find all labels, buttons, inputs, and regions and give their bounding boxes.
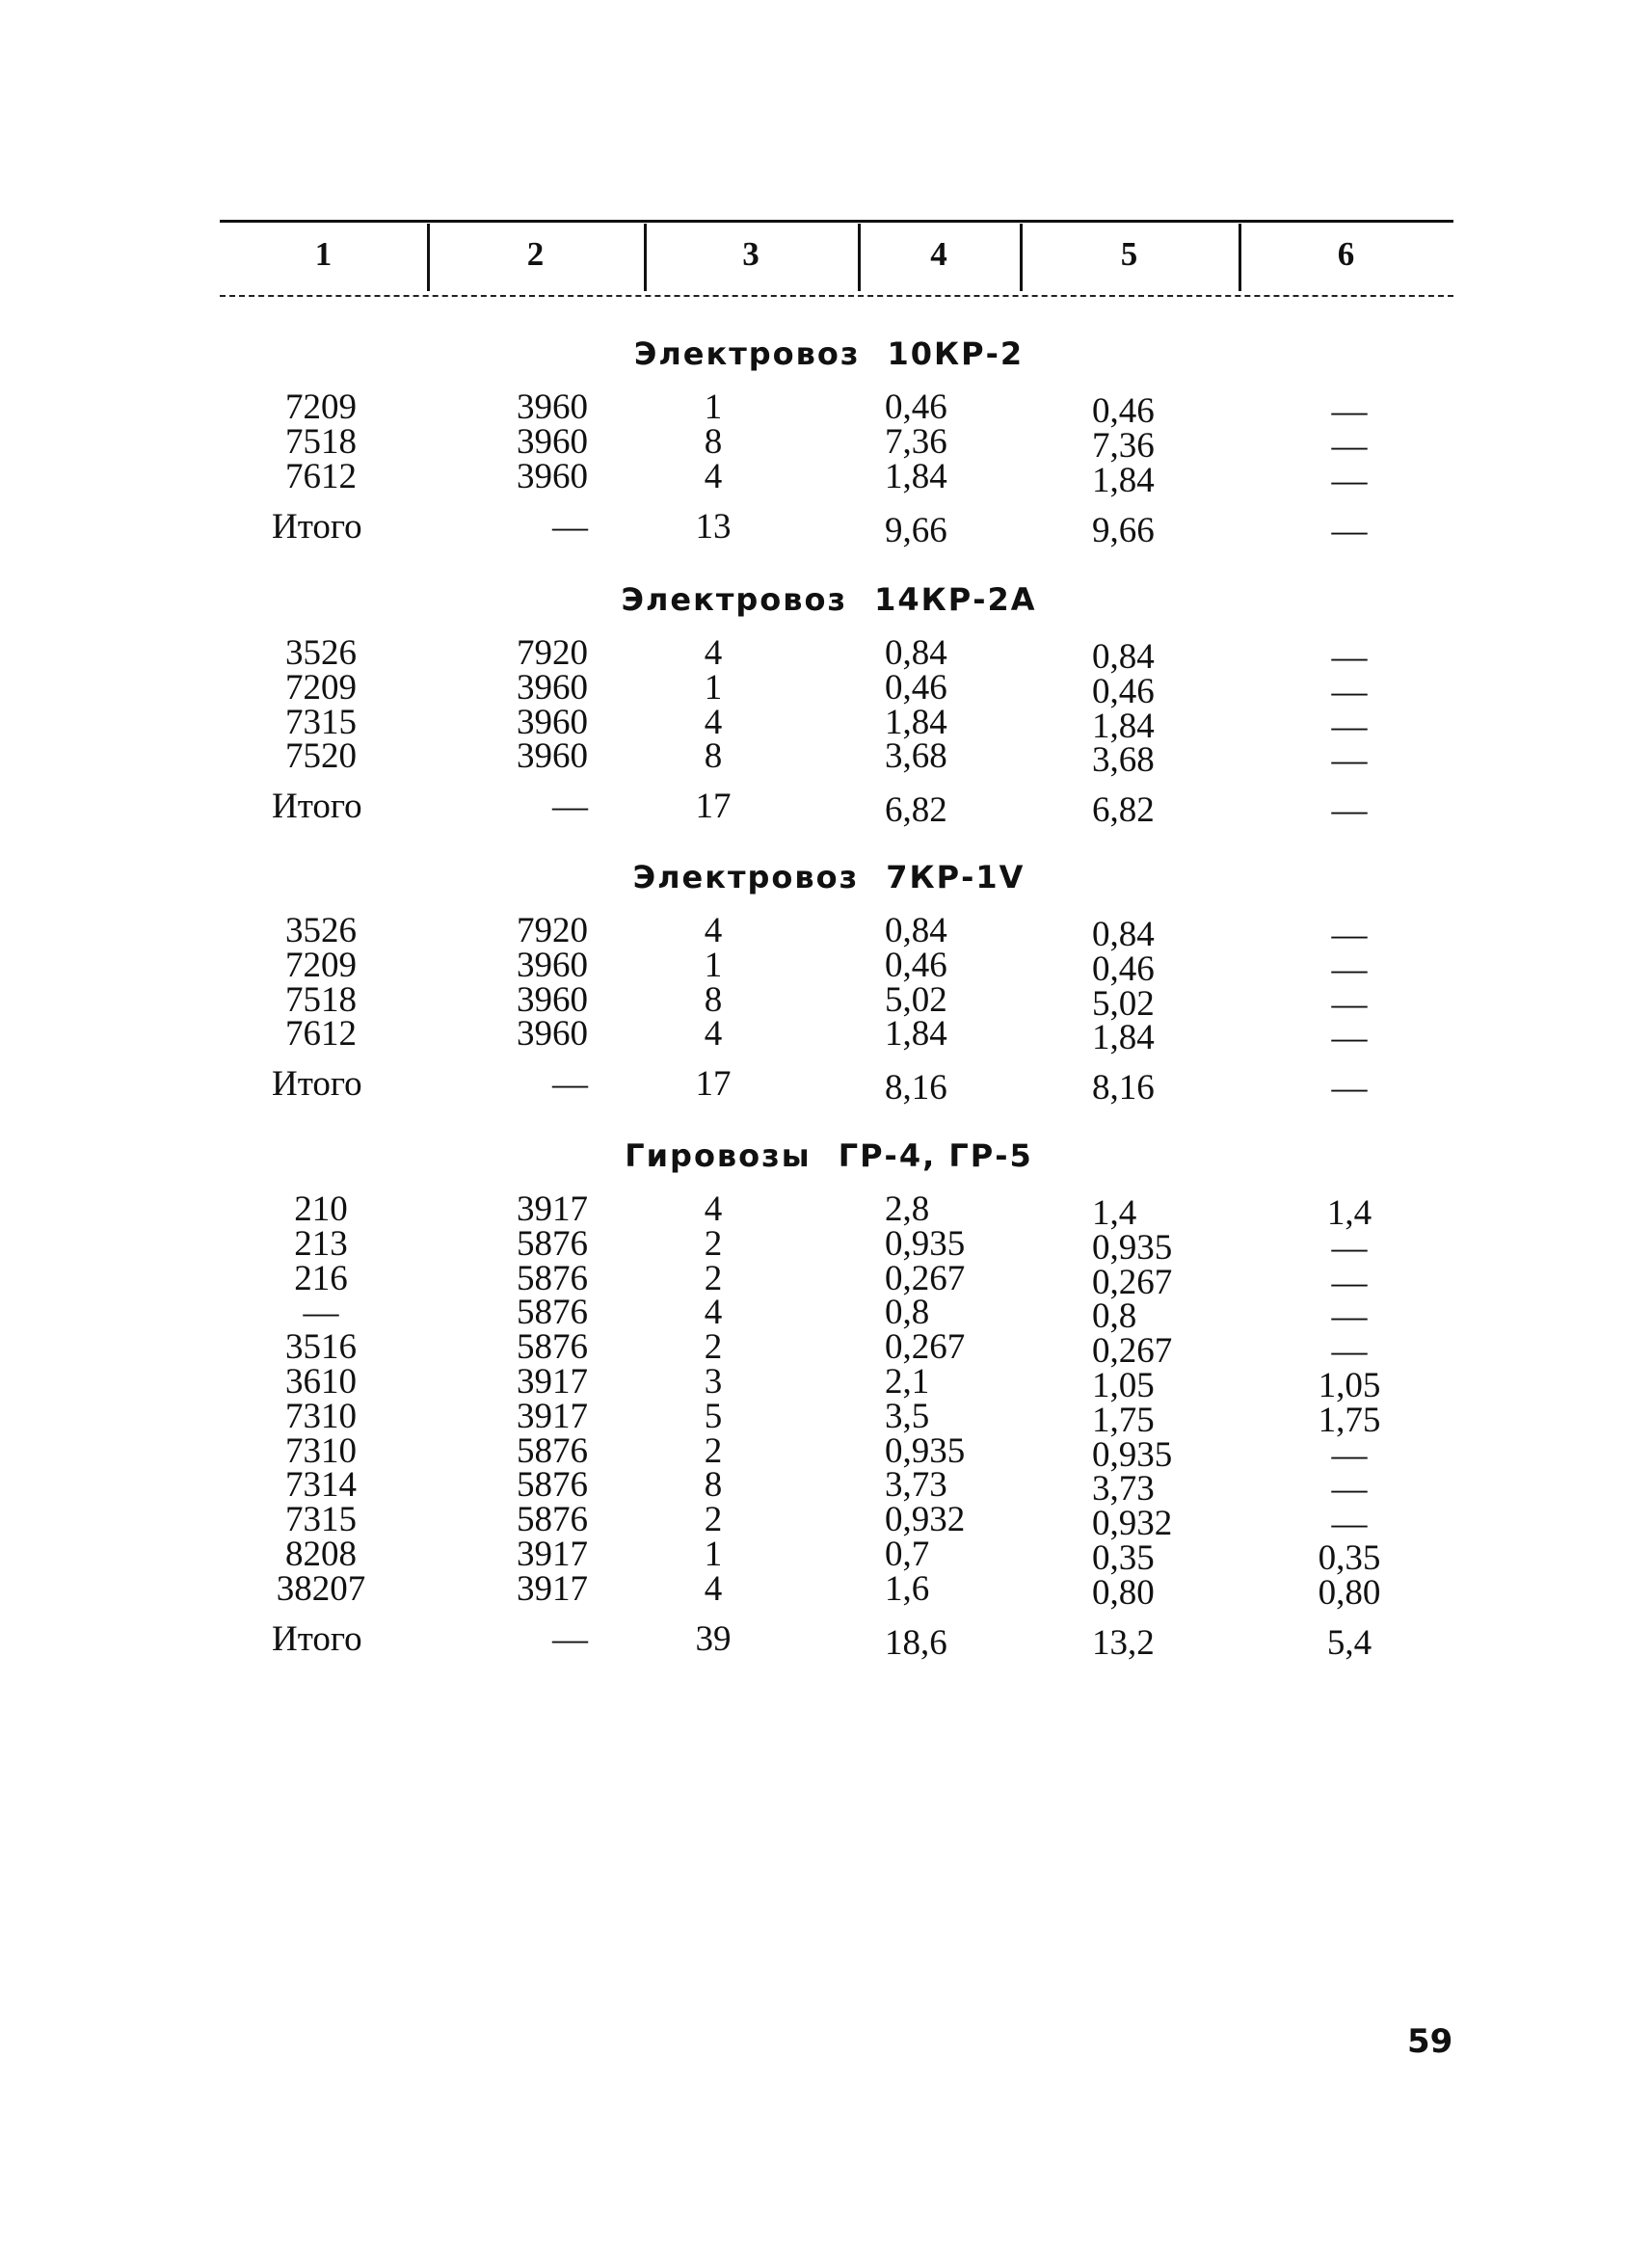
table-cell: 1,84 bbox=[885, 457, 947, 496]
section-title-model: ГР-4, ГР-5 bbox=[838, 1137, 1033, 1174]
table-cell: 8 bbox=[704, 736, 723, 776]
table-cell: 7310 bbox=[285, 1431, 357, 1471]
table-cell: 8 bbox=[704, 980, 723, 1020]
table-cell: 2 bbox=[704, 1327, 723, 1367]
table-cell: 7920 bbox=[517, 911, 588, 950]
table-cell: 1,84 bbox=[1092, 707, 1155, 746]
table-cell: 0,84 bbox=[885, 633, 947, 673]
header-col-3: 3 bbox=[742, 235, 759, 273]
table-cell: 2,1 bbox=[885, 1362, 930, 1402]
table-cell: 4 bbox=[704, 703, 723, 742]
table-cell: 3960 bbox=[517, 422, 588, 462]
table-cell: 8 bbox=[704, 422, 723, 462]
table-cell: 5876 bbox=[517, 1431, 588, 1471]
table-cell: 7518 bbox=[285, 422, 357, 462]
table-cell: — bbox=[1331, 984, 1368, 1024]
table-cell: 3960 bbox=[517, 668, 588, 708]
table-cell: 3610 bbox=[285, 1362, 357, 1402]
table-cell: — bbox=[1331, 1435, 1368, 1475]
table-cell: — bbox=[1331, 1296, 1368, 1336]
section-title bbox=[482, 581, 1176, 618]
table-cell: 1 bbox=[704, 668, 723, 708]
total-cell: — bbox=[1331, 511, 1368, 550]
table-cell: 3,68 bbox=[1092, 740, 1155, 780]
table-cell: 1 bbox=[704, 1535, 723, 1574]
total-cell: — bbox=[552, 1619, 588, 1659]
table-cell: — bbox=[1331, 461, 1368, 500]
table-cell: 3,5 bbox=[885, 1397, 930, 1436]
table-cell: 0,80 bbox=[1092, 1573, 1155, 1613]
header-col-6: 6 bbox=[1337, 235, 1355, 273]
table-cell: — bbox=[1331, 915, 1368, 954]
table-cell: 7920 bbox=[517, 633, 588, 673]
table-cell: 0,932 bbox=[885, 1500, 966, 1539]
table-cell: 4 bbox=[704, 911, 723, 950]
table-cell: 1,05 bbox=[1092, 1366, 1155, 1405]
total-cell: 9,66 bbox=[885, 511, 947, 550]
table-cell: 7612 bbox=[285, 1014, 357, 1054]
table-cell: — bbox=[1331, 1504, 1368, 1543]
total-cell: — bbox=[1331, 1068, 1368, 1108]
section-title-model: 7КР-1V bbox=[886, 859, 1026, 895]
table-cell: 3,73 bbox=[885, 1465, 947, 1505]
header-bottom-rule bbox=[220, 295, 1453, 297]
table-cell: — bbox=[1331, 391, 1368, 431]
table-cell: — bbox=[1331, 707, 1368, 746]
table-cell: 7314 bbox=[285, 1465, 357, 1505]
header-col-4: 4 bbox=[930, 235, 947, 273]
table-cell: 3960 bbox=[517, 1014, 588, 1054]
section-title-kind: Электровоз bbox=[633, 335, 861, 372]
table-cell: 7,36 bbox=[1092, 426, 1155, 466]
table-cell: 0,935 bbox=[885, 1431, 966, 1471]
table-cell: 0,7 bbox=[885, 1535, 930, 1574]
table-cell: 210 bbox=[294, 1189, 348, 1229]
total-label: Итого bbox=[272, 1064, 362, 1104]
total-cell: 39 bbox=[695, 1619, 732, 1659]
section-title-model: 14КР-2А bbox=[874, 581, 1037, 618]
table-cell: 7612 bbox=[285, 457, 357, 496]
table-cell: 0,84 bbox=[1092, 637, 1155, 677]
table-cell: — bbox=[1331, 740, 1368, 780]
table-cell: 1,4 bbox=[1326, 1193, 1372, 1233]
table-cell: 3917 bbox=[517, 1189, 588, 1229]
table-cell: 4 bbox=[704, 1189, 723, 1229]
table-cell: 7520 bbox=[285, 736, 357, 776]
section-title bbox=[482, 859, 1176, 895]
table-cell: 7209 bbox=[285, 387, 357, 427]
table-cell: 0,935 bbox=[1092, 1228, 1173, 1268]
table-cell: 3917 bbox=[517, 1569, 588, 1609]
table-cell: 2 bbox=[704, 1224, 723, 1264]
table-cell: — bbox=[1331, 1469, 1368, 1509]
table-cell: — bbox=[1331, 672, 1368, 711]
table-cell: 5876 bbox=[517, 1500, 588, 1539]
total-label: Итого bbox=[272, 507, 362, 547]
table-cell: 0,46 bbox=[1092, 949, 1155, 989]
table-cell: 3960 bbox=[517, 457, 588, 496]
table-cell: 3960 bbox=[517, 736, 588, 776]
table-cell: 3 bbox=[704, 1362, 723, 1402]
table-cell: — bbox=[1331, 1018, 1368, 1057]
table-cell: 1,84 bbox=[885, 1014, 947, 1054]
table-cell: 3960 bbox=[517, 703, 588, 742]
table-cell: 5876 bbox=[517, 1293, 588, 1332]
total-cell: 17 bbox=[695, 1064, 732, 1104]
total-cell: 5,4 bbox=[1326, 1623, 1372, 1663]
table-cell: 4 bbox=[704, 1014, 723, 1054]
table-cell: 0,84 bbox=[1092, 915, 1155, 954]
section-title-kind: Электровоз bbox=[632, 859, 860, 895]
section-title-kind: Гировозы bbox=[625, 1137, 812, 1174]
total-cell: 13 bbox=[695, 507, 732, 547]
table-cell: — bbox=[1331, 426, 1368, 466]
table-cell: 1,6 bbox=[885, 1569, 930, 1609]
table-cell: 7,36 bbox=[885, 422, 947, 462]
total-cell: 8,16 bbox=[885, 1068, 947, 1108]
table-cell: 3,73 bbox=[1092, 1469, 1155, 1509]
total-cell: — bbox=[552, 787, 588, 826]
table-cell: 5,02 bbox=[1092, 984, 1155, 1024]
total-cell: — bbox=[552, 507, 588, 547]
table-cell: 2 bbox=[704, 1431, 723, 1471]
header-col-2: 2 bbox=[526, 235, 545, 273]
header-col-1: 1 bbox=[314, 235, 333, 273]
table-cell: 1 bbox=[704, 946, 723, 985]
table-cell: 3917 bbox=[517, 1535, 588, 1574]
total-label: Итого bbox=[272, 787, 362, 826]
total-label: Итого bbox=[272, 1619, 362, 1659]
table-cell: 4 bbox=[704, 1569, 723, 1609]
table-cell: 3917 bbox=[517, 1362, 588, 1402]
table-cell: 7315 bbox=[285, 1500, 357, 1539]
table-cell: 7315 bbox=[285, 703, 357, 742]
table-cell: 5,02 bbox=[885, 980, 947, 1020]
header-top-rule bbox=[220, 220, 1453, 223]
table-cell: 3960 bbox=[517, 980, 588, 1020]
table-cell: 0,267 bbox=[1092, 1331, 1173, 1371]
table-cell: 0,935 bbox=[1092, 1435, 1173, 1475]
table-cell: 0,932 bbox=[1092, 1504, 1173, 1543]
table-cell: 7209 bbox=[285, 946, 357, 985]
table-cell: 1,84 bbox=[885, 703, 947, 742]
total-cell: — bbox=[1331, 790, 1368, 830]
table-cell: 1,05 bbox=[1318, 1366, 1381, 1405]
total-cell: 17 bbox=[695, 787, 732, 826]
table-cell: 7209 bbox=[285, 668, 357, 708]
section-title-kind: Электровоз bbox=[621, 581, 848, 618]
total-cell: 6,82 bbox=[885, 790, 947, 830]
table-cell: 3526 bbox=[285, 911, 357, 950]
table-cell: 38207 bbox=[276, 1569, 366, 1609]
section-title-model: 10КР-2 bbox=[887, 335, 1025, 372]
table-cell: 5876 bbox=[517, 1224, 588, 1264]
table-cell: 2,8 bbox=[885, 1189, 930, 1229]
total-cell: 6,82 bbox=[1092, 790, 1155, 830]
table-cell: 3917 bbox=[517, 1397, 588, 1436]
table-cell: 0,46 bbox=[885, 668, 947, 708]
table-cell: 5 bbox=[704, 1397, 723, 1436]
table-cell: — bbox=[1331, 1331, 1368, 1371]
table-cell: 3,68 bbox=[885, 736, 947, 776]
table-cell: 1,75 bbox=[1318, 1401, 1381, 1440]
table-cell: 0,46 bbox=[885, 946, 947, 985]
table-cell: 1,4 bbox=[1092, 1193, 1137, 1233]
total-cell: 9,66 bbox=[1092, 511, 1155, 550]
table-cell: 5876 bbox=[517, 1259, 588, 1298]
table-cell: 0,35 bbox=[1318, 1538, 1381, 1578]
table-cell: 3526 bbox=[285, 633, 357, 673]
table-cell: 5876 bbox=[517, 1465, 588, 1505]
table-cell: 8208 bbox=[285, 1535, 357, 1574]
table-cell: 8 bbox=[704, 1465, 723, 1505]
table-cell: 3516 bbox=[285, 1327, 357, 1367]
table-cell: 0,84 bbox=[885, 911, 947, 950]
table-cell: 1,84 bbox=[1092, 1018, 1155, 1057]
total-cell: — bbox=[552, 1064, 588, 1104]
table-cell: 2 bbox=[704, 1259, 723, 1298]
table-cell: 216 bbox=[294, 1259, 348, 1298]
table-cell: 1,75 bbox=[1092, 1401, 1155, 1440]
table-cell: 4 bbox=[704, 1293, 723, 1332]
table-cell: 0,935 bbox=[885, 1224, 966, 1264]
section-title bbox=[482, 1137, 1176, 1174]
header-col-5: 5 bbox=[1120, 235, 1138, 273]
total-cell: 13,2 bbox=[1092, 1623, 1155, 1663]
section-title bbox=[482, 335, 1176, 372]
table-cell: — bbox=[1331, 1263, 1368, 1302]
table-cell: 2 bbox=[704, 1500, 723, 1539]
table-cell: 5876 bbox=[517, 1327, 588, 1367]
table-cell: 7310 bbox=[285, 1397, 357, 1436]
table-cell: 3960 bbox=[517, 387, 588, 427]
table-cell: 1,84 bbox=[1092, 461, 1155, 500]
total-cell: 18,6 bbox=[885, 1623, 947, 1663]
table-cell: 4 bbox=[704, 457, 723, 496]
table-cell: 0,267 bbox=[1092, 1263, 1173, 1302]
table-cell: 213 bbox=[294, 1224, 348, 1264]
table-cell: — bbox=[303, 1293, 339, 1332]
table-cell: 0,35 bbox=[1092, 1538, 1155, 1578]
table-cell: 0,8 bbox=[1092, 1296, 1137, 1336]
table-cell: 0,267 bbox=[885, 1327, 966, 1367]
table-cell: 0,267 bbox=[885, 1259, 966, 1298]
total-cell: 8,16 bbox=[1092, 1068, 1155, 1108]
table-cell: 0,46 bbox=[1092, 391, 1155, 431]
table-cell: 0,80 bbox=[1318, 1573, 1381, 1613]
page-number: 59 bbox=[1407, 2022, 1453, 2061]
table-cell: 0,46 bbox=[1092, 672, 1155, 711]
table-cell: 0,46 bbox=[885, 387, 947, 427]
table-cell: 0,8 bbox=[885, 1293, 930, 1332]
table-cell: 1 bbox=[704, 387, 723, 427]
table-cell: — bbox=[1331, 949, 1368, 989]
table-cell: 7518 bbox=[285, 980, 357, 1020]
table-cell: 4 bbox=[704, 633, 723, 673]
table-cell: — bbox=[1331, 637, 1368, 677]
table-cell: — bbox=[1331, 1228, 1368, 1268]
table-cell: 3960 bbox=[517, 946, 588, 985]
